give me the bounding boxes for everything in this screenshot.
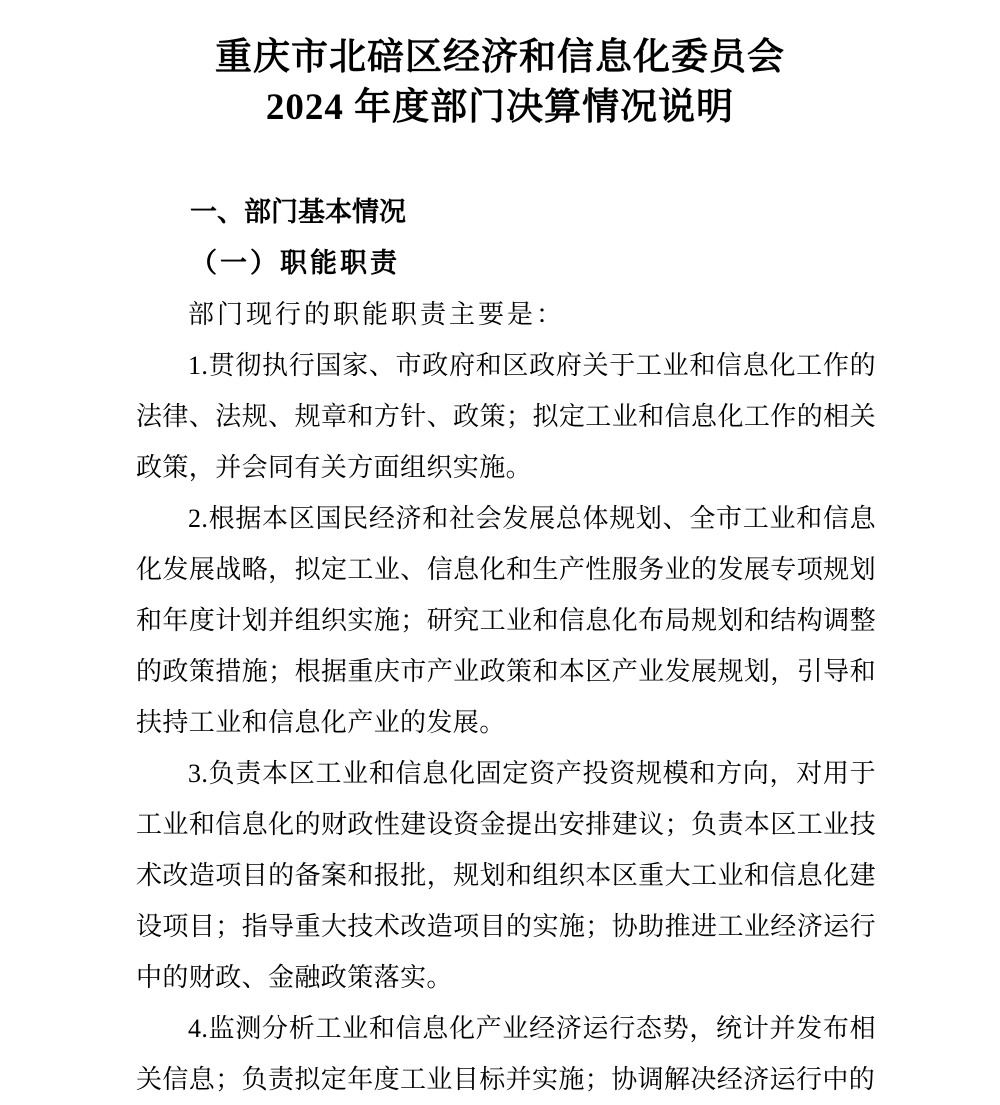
document-title-line2: 2024 年度部门决算情况说明 (265, 86, 735, 128)
document-page (0, 25, 1000, 1093)
intro-line: 部门现行的职能职责主要是： (188, 299, 566, 329)
document-title (0, 25, 1000, 133)
section-heading-basic-info: 一、部门基本情况 (190, 196, 406, 227)
duty-paragraph: 4.监测分析工业和信息化产业经济运行态势，统计并发布相关信息；负责拟定年度工业目标并实施；协调解决经济运行中的 (136, 1013, 876, 1094)
duty-paragraph-list (136, 340, 876, 1105)
document-body (136, 187, 876, 1105)
sub-heading-duties: （一）职能职责 (190, 247, 400, 278)
duty-paragraph: 3.负责本区工业和信息化固定资产投资规模和方向，对用于工业和信息化的财政性建设资金提出安排建议；负责本区工业技术改造项目的备案和报批，规划和组织本区重大工业和信息化建设项目；指导重大技术改造项目的实施；协助推进工业经济运行中的财政、金融政策落实。 (136, 758, 876, 992)
duty-paragraph: 2.根据本区国民经济和社会发展总体规划、全市工业和信息化发展战略，拟定工业、信息化和生产性服务业的发展专项规划和年度计划并组织实施；研究工业和信息化布局规划和结构调整的政策措施；根据重庆市产业政策和本区产业发展规划，引导和扶持工业和信息化产业的发展。 (136, 503, 876, 737)
document-title-line1: 重庆市北碚区经济和信息化委员会 (215, 36, 785, 78)
duty-paragraph: 1.贯彻执行国家、市政府和区政府关于工业和信息化工作的法律、法规、规章和方针、政策；拟定工业和信息化工作的相关政策，并会同有关方面组织实施。 (136, 350, 876, 482)
